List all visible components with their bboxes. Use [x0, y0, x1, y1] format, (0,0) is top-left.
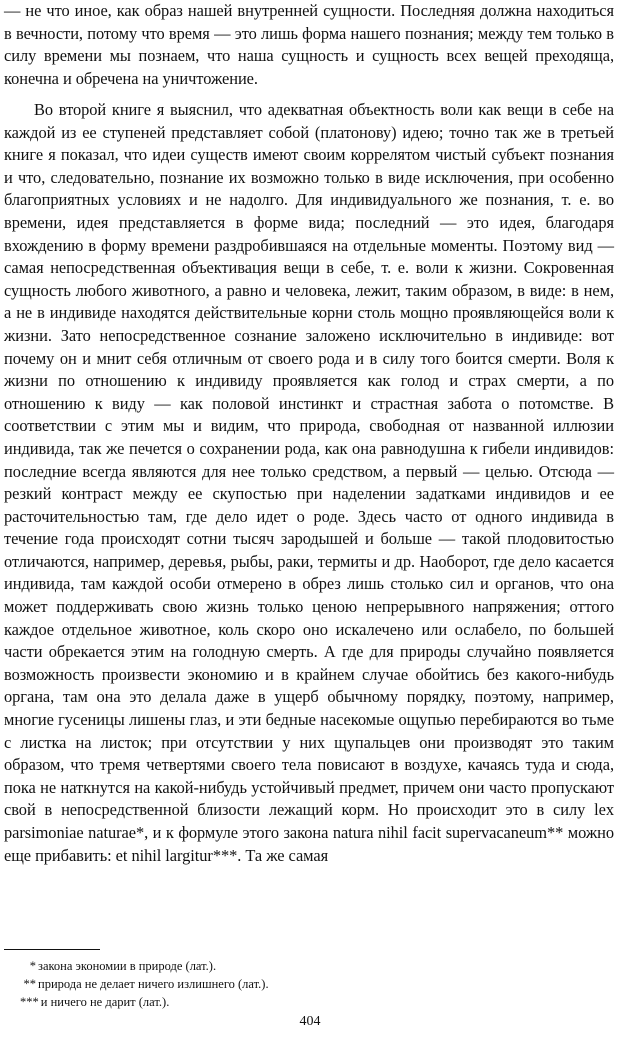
- footnote-separator: [4, 949, 100, 950]
- paragraph-1: — не что иное, как образ нашей внутренней сущности. Последняя должна находиться в вечности, потому что время — это лишь форма нашего познания; между тем только в силу времени мы познаем, что наша сущность и сущность всех вещей преходяща, конечна и обречена на уничтожение.: [4, 1, 614, 88]
- footnote-text: закона экономии в природе (лат.).: [38, 959, 217, 973]
- footnote-mark: ***: [20, 995, 39, 1009]
- footnote-mark: *: [29, 959, 36, 973]
- footnote-text: и ничего не дарит (лат.).: [40, 995, 170, 1009]
- footnote-mark: **: [23, 977, 36, 991]
- footnote-3: [20, 993, 269, 1011]
- footnote-text: природа не делает ничего излишнего (лат.).: [38, 977, 269, 991]
- paragraph-2: Во второй книге я выяснил, что адекватная объектность воли как вещи в себе на каждой из ее ступеней представляет собой (платонову) идею; точно так же в третьей книге я показал, что идеи существ имеют своим коррелятом чистый субъект познания и что, следовательно, познание их возможно только в виде исключения, при особенно благоприятных условиях и не надолго. Для индивидуального же познания, т. е. во времени, идея представляется в форме вида; последний — это идея, благодаря вхождению в форму времени раздробившаяся на отдельные моменты. Поэтому вид — самая непосредственная объективация вещи в себе, т. е. воли к жизни. Сокровенная сущность любого животного, а равно и человека, лежит, таким образом, в виде: в нем, а не в индивиде находятся действительные корни столь мощно проявляющейся воли к жизни. Зато непосредственное сознание заложено исключительно в индивиде: вот почему он и мнит себя отличным от своего рода и в силу того боится смерти. Воля к жизни по отношению к индивиду проявляется как голод и страх смерти, а по отношению к виду — как половой инстинкт и страстная забота о потомстве. В соответствии с этим мы и видим, что природа, свободная от названной иллюзии индивида, так же печется о сохранении рода, как она равнодушна к гибели индивидов: последние всегда являются для нее только средством, а первый — целью. Отсюда — резкий контраст между ее скупостью при наделении задатками индивидов и ее расточительностью там, где дело идет о роде. Здесь часто от одного индивида в течение года происходят сотни тысяч зародышей и больше — такой плодовитостью отличаются, например, деревья, рыбы, раки, термиты и др. Наоборот, где дело касается индивида, там каждой особи отмерено в обрез лишь столько сил и органов, что она может поддерживать свою жизнь только ценою непрерывного напряжения; оттого каждое отдельное животное, коль скоро оно искалечено или ослабело, по большей части обрекается этим на голодную смерть. А где для природы случайно появляется возможность произвести экономию и в крайнем случае обойтись без какого-нибудь органа, там она это делала даже в ущерб обычному порядку, поэтому, например, многие гусеницы лишены глаз, и эти бедные насекомые ощупью перебираются во тьме с листка на листок; при отсутствии у них щупальцев они производят это таким образом, что тремя четвертями своего тела повисают в воздухе, качаясь туда и сюда, пока не наткнутся на какой-нибудь устойчивый предмет, причем они часто пропускают свой в непосредственной близости лежащий корм. Но происходит это в силу lex parsimoniae naturae*, и к формуле этого закона natura nihil facit supervacaneum** можно еще прибавить: et nihil largitur***. Та же самая: [4, 100, 614, 865]
- footnote-2: [20, 975, 269, 993]
- footnote-1: [20, 957, 269, 975]
- footnotes: [20, 957, 269, 1011]
- page-number: 404: [299, 1014, 321, 1029]
